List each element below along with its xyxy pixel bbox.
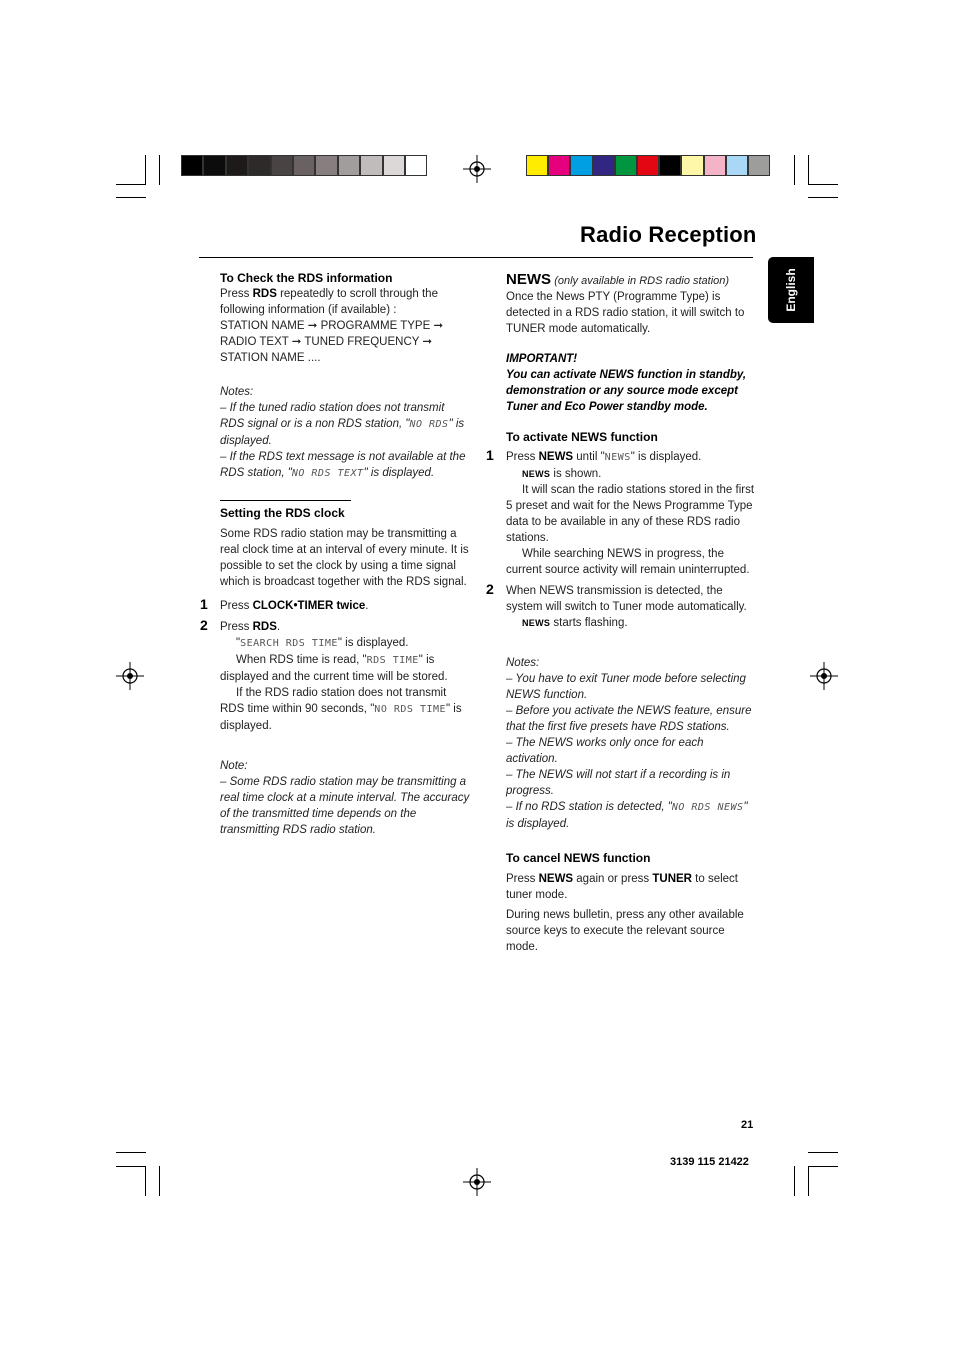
color-swatch: [181, 155, 203, 176]
rds-sequence-line: RADIO TEXT ➞ TUNED FREQUENCY ➞: [220, 336, 433, 348]
activate-news-heading: To activate NEWS function: [506, 430, 658, 444]
important-label: IMPORTANT!: [506, 353, 578, 365]
title-rule: [199, 257, 753, 258]
color-swatch: [748, 155, 770, 176]
news-intro: Once the News PTY (Programme Type) is detected in a RDS radio station, it will switch to TUNER mode automatically.: [506, 291, 745, 335]
registration-mark-icon: [116, 662, 144, 690]
color-swatch: [615, 155, 637, 176]
notes-label: Notes:: [506, 657, 540, 669]
notes-label: Notes:: [220, 386, 254, 398]
rds-clock-text: Some RDS radio station may be transmitting a real clock time at an interval of every minute. It is possible to set the clock by using a time signal which is broadcast together with the RDS signal.: [220, 528, 469, 588]
color-swatch: [315, 155, 337, 176]
color-swatch: [203, 155, 225, 176]
color-swatch: [659, 155, 681, 176]
note-item: – The NEWS will not start if a recording is in progress.: [506, 769, 731, 797]
check-rds-text: Press RDS repeatedly to scroll through the following information (if available) :: [220, 288, 438, 316]
color-swatch: [726, 155, 748, 176]
rds-sequence-line: STATION NAME ....: [220, 352, 321, 364]
color-swatch: [293, 155, 315, 176]
check-rds-heading: To Check the RDS information: [220, 271, 393, 285]
color-swatch: [681, 155, 703, 176]
step-2-detail: NEWS starts flashing.: [522, 617, 628, 629]
language-tab-label: English: [784, 268, 798, 312]
cancel-news-heading: To cancel NEWS function: [506, 851, 651, 865]
color-swatch: [405, 155, 427, 176]
section-rule: [220, 500, 351, 501]
step-2-detail: When RDS time is read, "RDS TIME" is displayed and the current time will be stored.: [220, 654, 448, 683]
color-swatch: [383, 155, 405, 176]
right-column: [486, 271, 756, 955]
color-swatch: [360, 155, 382, 176]
note-item: – Before you activate the NEWS feature, ensure that the first five presets have RDS stations.: [506, 705, 752, 733]
registration-mark-icon: [463, 155, 491, 183]
important-text: You can activate NEWS function in standby, demonstration or any source mode except Tuner and Eco Power standby mode.: [506, 369, 747, 413]
note-item: – If the RDS text message is not available at the RDS station, "NO RDS TEXT" is displayed.: [220, 451, 466, 479]
left-column: [200, 270, 470, 838]
step-2: 2 Press RDS.: [200, 617, 281, 633]
cancel-news-text: Press NEWS again or press TUNER to select tuner mode.: [506, 873, 739, 901]
note-item: – You have to exit Tuner mode before selecting NEWS function.: [506, 673, 746, 701]
step-1-detail: While searching NEWS in progress, the current source activity will remain uninterrupted.: [506, 548, 750, 576]
step-1: 1 Press NEWS until "NEWS" is displayed.: [486, 447, 702, 463]
page-number: 21: [741, 1119, 754, 1131]
step-1-detail: It will scan the radio stations stored in the first 5 preset and wait for the News Programme Type data to be available in any of these RDS radio stations.: [506, 484, 755, 544]
color-swatch: [226, 155, 248, 176]
color-swatch: [593, 155, 615, 176]
note-item: – The NEWS works only once for each activation.: [506, 737, 704, 765]
registration-mark-icon: [810, 662, 838, 690]
note-item: – If no RDS station is detected, "NO RDS NEWS" is displayed.: [506, 801, 748, 830]
color-swatch: [548, 155, 570, 176]
note-item: – If the tuned radio station does not transmit RDS signal or is a non RDS station, "NO RDS" is displayed.: [220, 402, 465, 447]
rds-clock-heading: Setting the RDS clock: [220, 506, 345, 520]
color-swatch: [526, 155, 548, 176]
step-2: 2 When NEWS transmission is detected, the system will switch to Tuner mode automatically.: [486, 581, 747, 613]
color-swatch: [338, 155, 360, 176]
document-code: 3139 115 21422: [670, 1156, 749, 1168]
step-2-detail: If the RDS radio station does not transmit RDS time within 90 seconds, "NO RDS TIME" is displayed.: [220, 687, 462, 732]
color-swatch: [271, 155, 293, 176]
step-1-detail: NEWS is shown.: [522, 468, 602, 480]
step-2-detail: "SEARCH RDS TIME" is displayed.: [236, 637, 409, 649]
color-swatch: [248, 155, 270, 176]
rds-sequence-line: STATION NAME ➞ PROGRAMME TYPE ➞: [220, 320, 444, 332]
news-heading: NEWS (only available in RDS radio station): [506, 271, 730, 288]
note-item: – Some RDS radio station may be transmitting a real time clock at a minute interval. The accuracy of the transmitted time depends on the transmitting RDS radio station.: [220, 776, 470, 836]
color-swatch: [570, 155, 592, 176]
note-label: Note:: [220, 760, 248, 772]
page-title: Radio Reception: [580, 222, 757, 247]
color-swatch: [637, 155, 659, 176]
language-tab: [768, 257, 814, 323]
step-1: 1 Press CLOCK•TIMER twice.: [200, 596, 369, 612]
color-swatch: [704, 155, 726, 176]
registration-mark-icon: [463, 1168, 491, 1196]
cancel-news-text: During news bulletin, press any other available source keys to execute the relevant source mode.: [506, 909, 744, 953]
